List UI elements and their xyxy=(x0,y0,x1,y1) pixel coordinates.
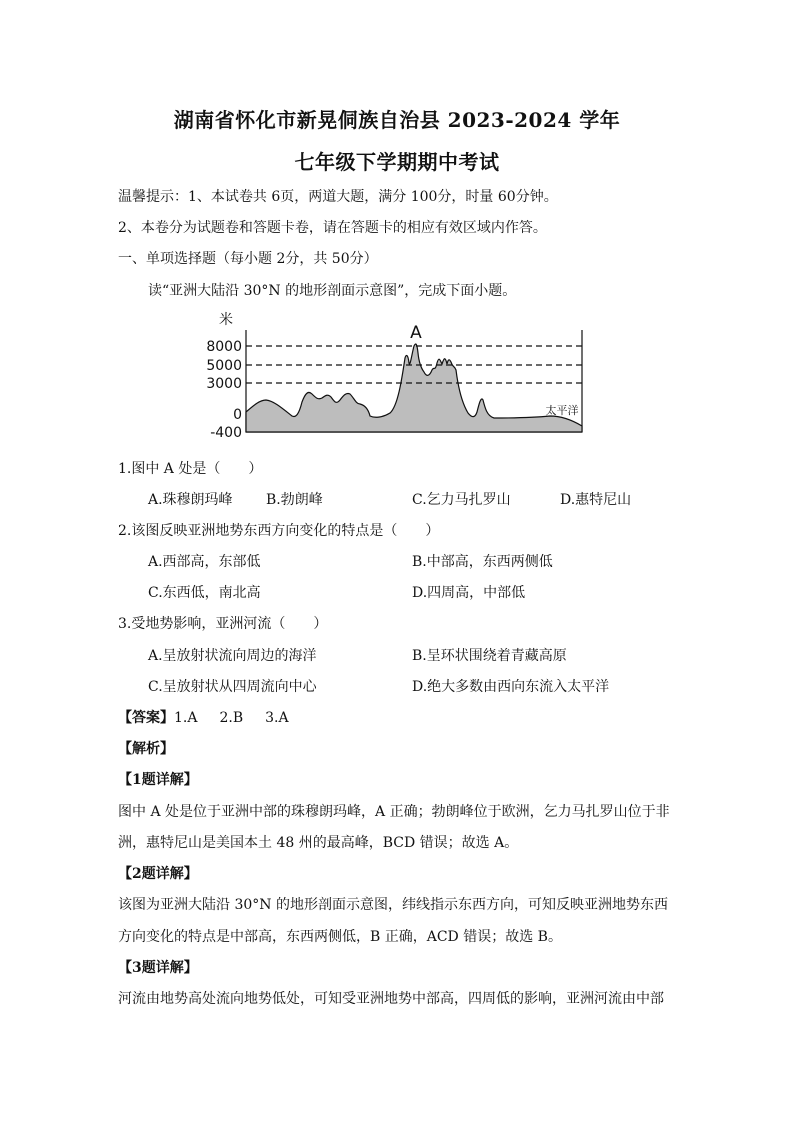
q3-analysis-heading: 【3题详解】 xyxy=(118,960,198,976)
figure-intro: 读“亚洲大陆沿 30°N 的地形剖面示意图”，完成下面小题。 xyxy=(148,283,517,299)
y-tick-8000: 8000 xyxy=(206,339,242,355)
answer-label: 【答案】 xyxy=(118,710,174,726)
q3-option-d: D.绝大多数由西向东流入太平洋 xyxy=(412,679,610,695)
q3-option-a: A.呈放射状流向周边的海洋 xyxy=(148,648,317,664)
notice-2: 2、本卷分为试题卷和答题卡卷，请在答题卡的相应有效区域内作答。 xyxy=(118,220,547,236)
q2-option-a: A.西部高，东部低 xyxy=(148,554,261,570)
answer-item-2: 2.B xyxy=(219,710,244,726)
q1-option-c: C.乞力马扎罗山 xyxy=(412,492,511,508)
q1-option-b: B.勃朗峰 xyxy=(266,492,323,508)
y-axis-unit: 米 xyxy=(219,312,233,328)
terrain-profile-figure xyxy=(200,308,592,440)
q2-option-c: C.东西低，南北高 xyxy=(148,585,261,601)
q1-analysis-line1: 图中 A 处是位于亚洲中部的珠穆朗玛峰，A 正确；勃朗峰位于欧洲，乞力马扎罗山位于非 xyxy=(118,804,670,820)
answer-item-1: 1.A xyxy=(174,710,198,726)
notice-1: 温馨提示：1、本试卷共 6页，两道大题，满分 100分，时量 60分钟。 xyxy=(118,189,558,205)
y-tick-0: 0 xyxy=(233,407,242,423)
q3-option-b: B.呈环状围绕着青藏高原 xyxy=(412,648,567,664)
analysis-heading: 【解析】 xyxy=(118,741,174,757)
doc-title-line2: 七年级下学期期中考试 xyxy=(294,150,500,174)
q2-option-d: D.四周高，中部低 xyxy=(412,585,526,601)
y-tick-5000: 5000 xyxy=(206,358,242,374)
answer-line xyxy=(118,707,311,727)
y-tick-3000: 3000 xyxy=(206,376,242,392)
question-2-stem: 2.该图反映亚洲地势东西方向变化的特点是（ ） xyxy=(118,523,440,539)
doc-title-line1: 湖南省怀化市新晃侗族自治县 2023-2024 学年 xyxy=(173,108,621,132)
q1-option-d: D.惠特尼山 xyxy=(560,492,632,508)
q2-analysis-line1: 该图为亚洲大陆沿 30°N 的地形剖面示意图，纬线指示东西方向，可知反映亚洲地势东西 xyxy=(118,897,668,913)
q2-analysis-line2: 方向变化的特点是中部高，东西两侧低，B 正确，ACD 错误；故选 B。 xyxy=(118,929,562,945)
q3-option-c: C.呈放射状从四周流向中心 xyxy=(148,679,317,695)
y-tick-minus400: -400 xyxy=(210,425,242,440)
q3-analysis-line1: 河流由地势高处流向地势低处，可知受亚洲地势中部高，四周低的影响，亚洲河流由中部 xyxy=(118,991,664,1007)
answer-item-3: 3.A xyxy=(265,710,289,726)
q1-analysis-heading: 【1题详解】 xyxy=(118,772,198,788)
q2-analysis-heading: 【2题详解】 xyxy=(118,866,198,882)
q1-analysis-line2: 洲，惠特尼山是美国本土 48 州的最高峰，BCD 错误；故选 A。 xyxy=(118,835,519,851)
terrain-profile-area xyxy=(246,344,582,432)
question-3-stem: 3.受地势影响，亚洲河流（ ） xyxy=(118,616,328,632)
q2-option-b: B.中部高，东西两侧低 xyxy=(412,554,553,570)
ocean-label: 太平洋 xyxy=(545,404,579,417)
section-heading: 一、单项选择题（每小题 2分，共 50分） xyxy=(118,251,378,267)
peak-label-a: A xyxy=(410,323,422,343)
question-1-stem: 1.图中 A 处是（ ） xyxy=(118,461,263,477)
q1-option-a: A.珠穆朗玛峰 xyxy=(148,492,233,508)
